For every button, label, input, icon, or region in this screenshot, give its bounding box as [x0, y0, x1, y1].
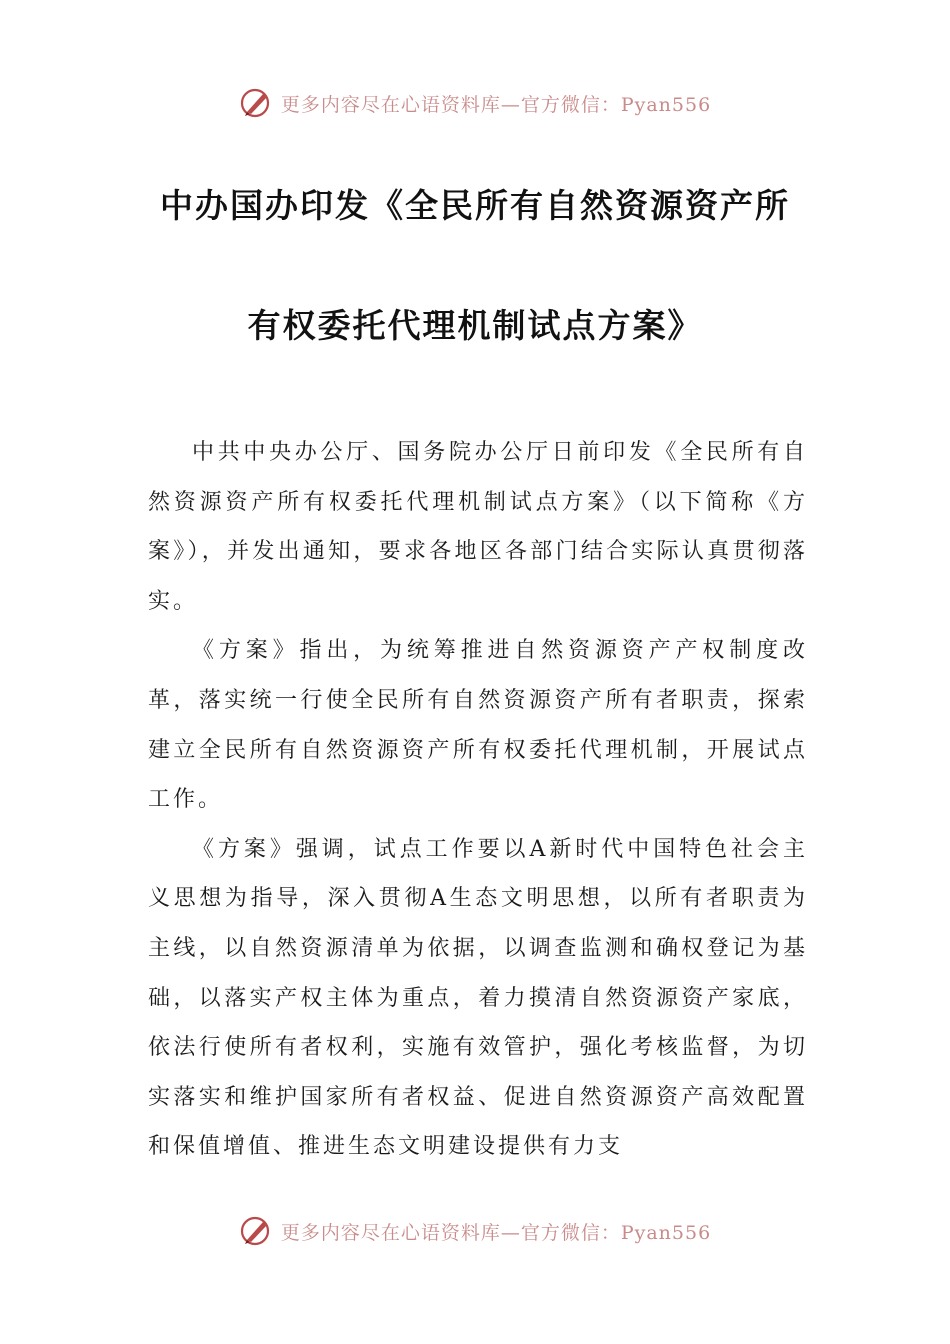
watermark-text: 更多内容尽在心语资料库—官方微信：Pyan556	[280, 1221, 712, 1244]
watermark-text: 更多内容尽在心语资料库—官方微信：Pyan556	[280, 93, 712, 116]
paragraph-2: 《方案》指出，为统筹推进自然资源资产产权制度改革，落实统一行使全民所有自然资源资产所有者职责，探索建立全民所有自然资源资产所有权委托代理机制，开展试点工作。	[148, 638, 808, 813]
paragraph-1: 中共中央办公厅、国务院办公厅日前印发《全民所有自然资源资产所有权委托代理机制试点方案》（以下简称《方案》），并发出通知，要求各地区各部门结合实际认真贯彻落实。	[148, 440, 808, 614]
pen-logo-icon	[239, 86, 273, 120]
footer-watermark	[0, 1214, 950, 1248]
document-body	[148, 428, 808, 1172]
paragraph-3: 《方案》强调，试点工作要以A新时代中国特色社会主义思想为指导，深入贯彻A生态文明思想，以所有者职责为主线，以自然资源清单为依据，以调查监测和确权登记为基础，以落实产权主体为重点，着力摸清自然资源资产家底，依法行使所有者权利，实施有效管护，强化考核监督，为切实落实和维护国家所有者权益、促进自然资源资产高效配置和保值增值、推进生态文明建设提供有力支	[148, 836, 808, 1160]
pen-logo-icon	[239, 1214, 273, 1248]
header-watermark	[0, 86, 950, 120]
page-title-line-1: 中办国办印发《全民所有自然资源资产所	[160, 186, 790, 225]
page-title-line-2: 有权委托代理机制试点方案》	[247, 306, 703, 345]
